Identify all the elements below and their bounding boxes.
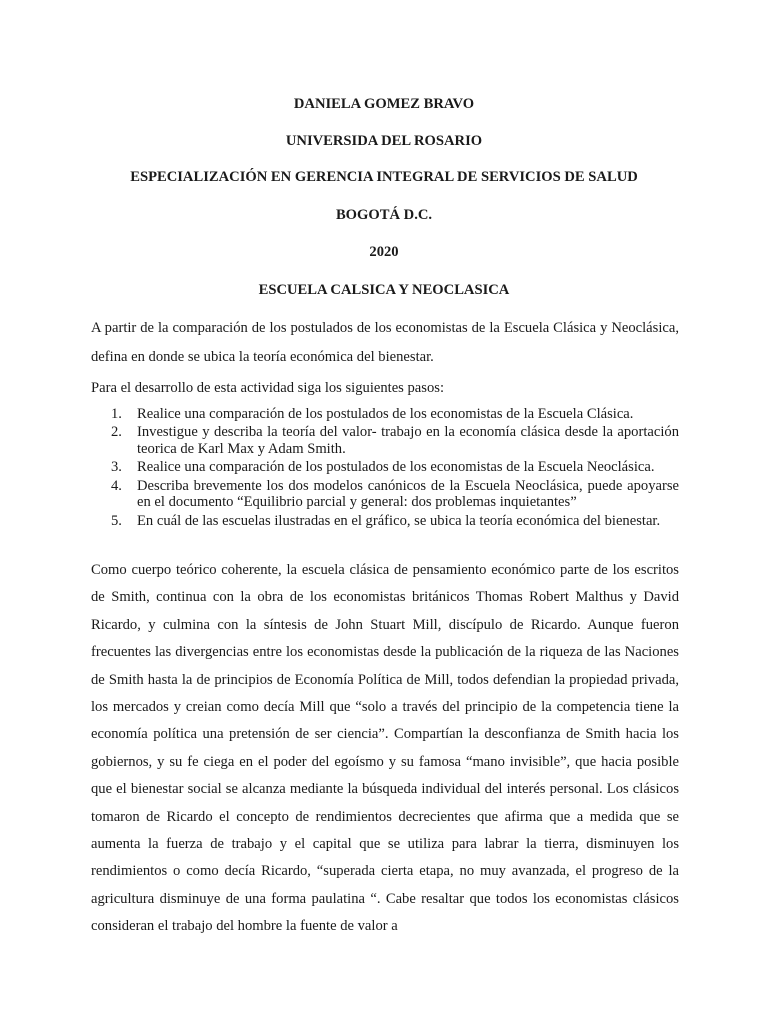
university-name: UNIVERSIDA DEL ROSARIO [285, 133, 483, 149]
list-item [111, 406, 679, 423]
list-item-number: 5. [111, 512, 122, 529]
list-item-number: 1. [111, 406, 122, 422]
steps-list [111, 406, 679, 531]
list-item [111, 477, 679, 511]
list-item-text: Realice una comparación de los postulados de los economistas de la Escuela Neoclásica. [137, 459, 655, 476]
list-item-text: Realice una comparación de los postulados de los economistas de la Escuela Clásica. [137, 406, 634, 422]
list-item [111, 512, 679, 530]
list-item [111, 424, 679, 457]
body-paragraph: Como cuerpo teórico coherente, la escuela clásica de pensamiento económico parte de los escritos de Smith, continua con la obra de los economistas británicos Thomas Robert Malthus y David Ricardo, y culmina con la síntesis de John Stuart Mill, discípulo de Ricardo. Aunque fueron frecuentes las divergencias entre los economistas desde la publicación de la riqueza de las Naciones de Smith hasta la de principios de Economía Política de Mill, todos defendian la propiedad privada, los mercados y creian como decía Mill que “solo a través del principio de la competencia tiene la economía política una pretensión de ser ciencia”. Compartían la desconfianza de Smith hacia los gobiernos, y su fe ciega en el poder del egoísmo y su famosa “mano invisible”, que hacia posible que el bienestar social se alcanza mediante la búsqueda individual del interés personal. Los clásicos tomaron de Ricardo el concepto de rendimientos decrecientes que afirma que a medida que se aumenta la fuerza de trabajo y el capital que se utiliza para labrar la tierra, disminuyen los rendimientos o como decía Ricardo, “superada cierta etapa, no muy avanzada, el progreso de la agricultura disminuye de una forma paulatina “. Cabe resaltar que todos los economistas clásicos consideran el trabajo del hombre la fuente de valor a [91, 562, 679, 935]
document-title: ESCUELA CALSICA Y NEOCLASICA [258, 282, 510, 298]
list-item-text: Investigue y describa la teoría del valor- trabajo en la economía clásica desde la aportación teorica de Karl Max y Adam Smith. [137, 424, 679, 457]
list-item-text: Describa brevemente los dos modelos canónicos de la Escuela Neoclásica, puede apoyarse en el documento “Equilibrio parcial y general: dos problemas inquietantes” [137, 477, 679, 511]
author-name: DANIELA GOMEZ BRAVO [293, 96, 475, 112]
list-item [111, 459, 679, 476]
list-item-number: 2. [111, 424, 122, 441]
list-item-number: 4. [111, 477, 122, 494]
year: 2020 [369, 244, 399, 260]
list-item-number: 3. [111, 459, 122, 476]
city-name: BOGOTÁ D.C. [335, 207, 433, 223]
steps-intro: Para el desarrollo de esta actividad siga los siguientes pasos: [91, 380, 444, 396]
list-item-text: En cuál de las escuelas ilustradas en el gráfico, se ubica la teoría económica del bienestar. [137, 512, 661, 529]
intro-paragraph: A partir de la comparación de los postulados de los economistas de la Escuela Clásica y Neoclásica, defina en donde se ubica la teoría económica del bienestar. [91, 320, 679, 365]
program-name: ESPECIALIZACIÓN EN GERENCIA INTEGRAL DE SERVICIOS DE SALUD [130, 169, 638, 185]
